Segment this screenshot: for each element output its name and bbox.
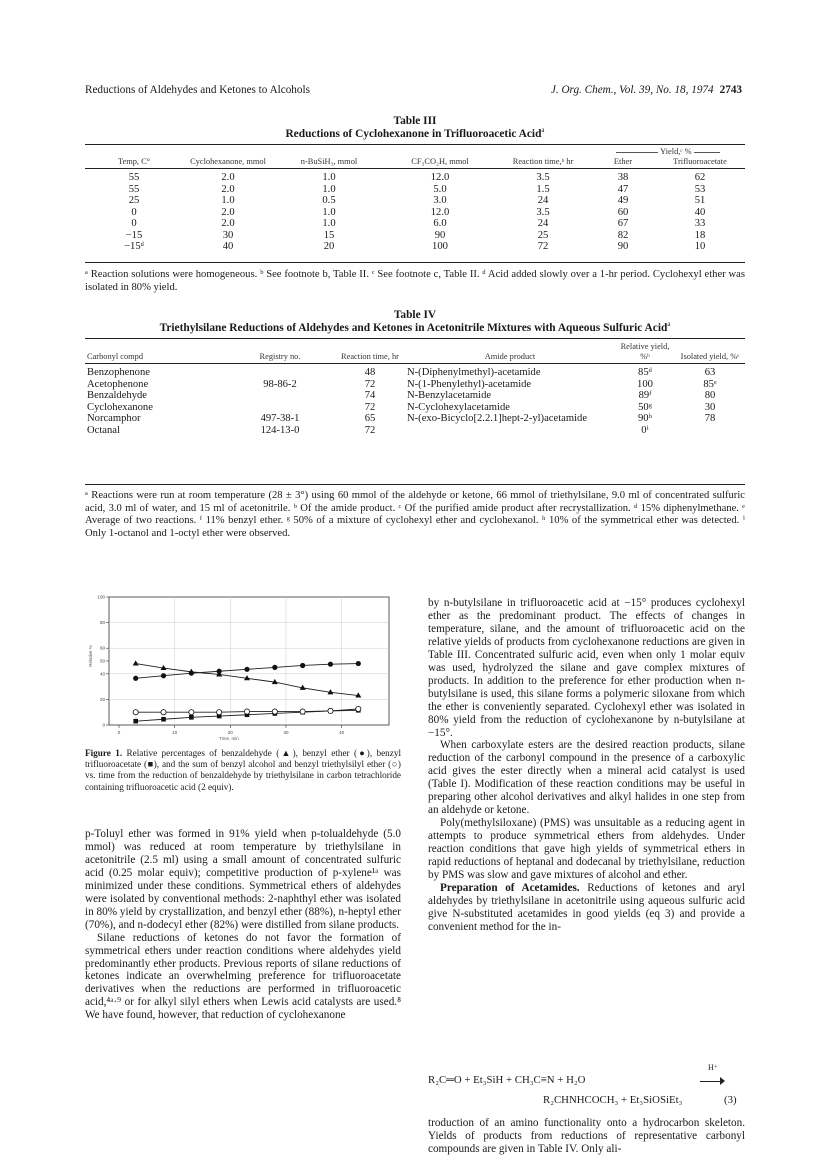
x-tick-label: 40 bbox=[339, 730, 345, 735]
data-point-open-circle bbox=[328, 708, 333, 713]
equation-3-catalyst: H⁺ bbox=[708, 1063, 718, 1072]
table3-header-yield-label: Yield,ᶜ % bbox=[660, 147, 692, 156]
table3-row bbox=[85, 241, 745, 253]
data-point-square bbox=[161, 717, 166, 722]
table3-cell: 82 bbox=[617, 229, 629, 241]
table4-cell-amide bbox=[405, 425, 615, 437]
table4-header-relative: Relative yield, %ᵇ bbox=[620, 342, 670, 361]
table3-cell: 90 bbox=[434, 229, 446, 241]
table3-cell: 20 bbox=[323, 241, 335, 252]
table3-cell: 53 bbox=[694, 183, 706, 195]
table3-cell: 49 bbox=[617, 195, 629, 206]
table4-cell-amide: N-Benzylacetamide bbox=[407, 390, 492, 401]
table3-cell: 15 bbox=[323, 229, 335, 241]
table4-cell-amide: N-(Diphenylmethyl)-acetamide bbox=[407, 367, 541, 378]
table3-top-rule bbox=[85, 144, 745, 145]
table3-cell: 25 bbox=[537, 229, 549, 241]
table3-cell: 62 bbox=[694, 172, 706, 183]
table4-cell-relative: 89ᶠ bbox=[638, 390, 652, 401]
table4-row bbox=[85, 413, 745, 425]
data-point-filled-circle bbox=[300, 663, 305, 668]
right-paragraph-3: Poly(methylsiloxane) (PMS) was unsuitable as a reducing agent in attempts to produce symmetrical ethers from aldehydes. Under reaction conditions that gave high yields of symmetrical ethers in rapid reductions of heptanal and dodecanal by triethylsilane, reduction by PMS was slow and gave mixtures of alcohol and ether. bbox=[428, 817, 745, 882]
table4-header-isolated: Isolated yield, %ᶜ bbox=[680, 351, 740, 361]
figure1-caption bbox=[85, 748, 401, 793]
right-paragraph-5: troduction of an amino functionality onto a hydrocarbon skeleton. Yields of products from reductions of representative carbonyl compounds are given in Table IV. Only ali- bbox=[428, 1117, 745, 1155]
table4-cell-time: 72 bbox=[364, 424, 376, 436]
data-point-square bbox=[189, 715, 194, 720]
table3-cell: 1.0 bbox=[322, 172, 336, 183]
table4-title: Triethylsilane Reductions of Aldehydes and Ketones in Acetonitrile Mixtures with Aqueous Sulfuric Acid bbox=[159, 322, 668, 334]
table3-cell: 0 bbox=[131, 218, 137, 229]
y-axis-label: Relative % bbox=[88, 645, 93, 667]
table4-body bbox=[85, 364, 745, 437]
table3-cell: 51 bbox=[694, 195, 706, 206]
table3-cell: 12.0 bbox=[430, 206, 450, 218]
table3-cell: 18 bbox=[694, 229, 706, 241]
y-tick-label: 100 bbox=[97, 594, 105, 600]
data-point-square bbox=[133, 719, 138, 724]
table4-label: Table IV bbox=[393, 309, 437, 321]
running-header-journal bbox=[551, 84, 742, 96]
table4-cell-isolated: 78 bbox=[704, 413, 716, 424]
equation-3-arrow-head bbox=[720, 1077, 725, 1085]
x-axis-label: Time, min bbox=[219, 736, 239, 741]
table4-row bbox=[85, 379, 745, 391]
data-point-filled-circle bbox=[189, 671, 194, 676]
table4-title-note: a bbox=[667, 320, 671, 329]
data-point-filled-circle bbox=[244, 667, 249, 672]
running-header-title: Reductions of Aldehydes and Ketones to Alcohols bbox=[85, 84, 310, 96]
right-column-continuation bbox=[428, 1117, 745, 1156]
table3-cell: 6.0 bbox=[433, 218, 447, 229]
data-point-filled-circle bbox=[217, 669, 222, 674]
table3-cell: 2.0 bbox=[221, 206, 235, 218]
table4-bottom-rule bbox=[85, 484, 745, 485]
table4-cell-amide: N-Cyclohexylacetamide bbox=[407, 401, 510, 413]
table3-cell: 24 bbox=[537, 195, 549, 206]
table3-header-busih3: n-BuSiH₃, mmol bbox=[300, 156, 358, 166]
table3-row bbox=[85, 230, 745, 242]
table4-cell-compd: Benzaldehyde bbox=[87, 390, 148, 401]
table4-cell-compd: Acetophenone bbox=[87, 378, 149, 390]
table4-header-row bbox=[85, 342, 745, 364]
table4-cell-time: 72 bbox=[364, 378, 376, 390]
table4-cell-isolated: 80 bbox=[704, 390, 716, 401]
table4-header-amide: Amide product bbox=[484, 351, 536, 361]
table3-cell: 1.0 bbox=[322, 206, 336, 218]
y-tick-label: 80 bbox=[99, 620, 105, 626]
table3-label: Table III bbox=[393, 115, 437, 127]
data-point-open-circle bbox=[133, 710, 138, 715]
table4-cell-compd: Norcamphor bbox=[87, 413, 141, 424]
table3-cell: 2.0 bbox=[221, 172, 235, 183]
plot-frame bbox=[109, 597, 389, 725]
table3-caption bbox=[85, 115, 745, 141]
table4-cell-relative: 85ᵈ bbox=[638, 367, 652, 378]
table3-cell: 2.0 bbox=[221, 218, 235, 229]
data-point-open-circle bbox=[161, 710, 166, 715]
table4-header-compd: Carbonyl compd bbox=[87, 351, 144, 361]
data-point-filled-circle bbox=[133, 676, 138, 681]
table3-header-yield bbox=[591, 147, 745, 157]
table3-cell: 3.5 bbox=[536, 206, 550, 218]
table3-cell: 100 bbox=[432, 241, 448, 252]
x-tick-label: 30 bbox=[283, 730, 289, 735]
table3-row bbox=[85, 218, 745, 230]
data-point-triangle bbox=[133, 660, 139, 665]
table3-cell: 38 bbox=[617, 172, 629, 183]
right-paragraph-2: When carboxylate esters are the desired reaction products, silane reduction of the carbonyl compound in the presence of a carboxylic acid gives the ester directly when a mineral acid catalyst is used (Table I). Modification of these reaction conditions may be useful in preparing other alcohol derivatives and alkyl halides in one step from an aldehyde or ketone. bbox=[428, 739, 745, 817]
y-tick-label: 50 bbox=[99, 658, 105, 664]
table3-cell: 24 bbox=[537, 218, 549, 229]
table3-cell: 47 bbox=[617, 183, 629, 195]
table4-header-registry: Registry no. bbox=[259, 351, 301, 361]
table3-cell: 0 bbox=[131, 206, 137, 218]
table3-row bbox=[85, 184, 745, 196]
table3-header-row-1 bbox=[85, 147, 745, 157]
table4-cell-isolated bbox=[675, 425, 745, 437]
table3-body bbox=[85, 169, 745, 253]
table4-cell-registry: 124-13-0 bbox=[260, 424, 300, 436]
data-point-open-circle bbox=[217, 710, 222, 715]
table3-cell: 25 bbox=[128, 195, 140, 206]
table4-cell-isolated: 85ᵉ bbox=[703, 378, 717, 390]
table4-cell-registry: 98-86-2 bbox=[263, 378, 297, 390]
table3-cell: 40 bbox=[222, 241, 234, 252]
journal-citation: J. Org. Chem., Vol. 39, No. 18, 1974 bbox=[550, 84, 714, 96]
table3-header-cf3co2h: CF₃CO₂H, mmol bbox=[411, 156, 469, 166]
equation-3-products: R₂CHNHCOCH₃ + Et₃SiOSiEt₃ bbox=[543, 1094, 683, 1106]
table3-cell: 55 bbox=[128, 183, 140, 195]
right-paragraph-4-text: Reductions of ketones and aryl aldehydes by triethylsilane in acetonitrile using aqueous sulfuric acid give N-substituted acetamides in good yields (eq 3) and provide a convenient method for the in- bbox=[428, 881, 745, 933]
data-point-filled-circle bbox=[356, 661, 361, 666]
table3 bbox=[85, 147, 745, 253]
table4-cell-registry bbox=[225, 402, 335, 414]
table3-cell: 33 bbox=[694, 218, 706, 229]
table3-cell: 1.0 bbox=[221, 195, 235, 206]
figure1-caption-text: Relative percentages of benzaldehyde (▲), benzyl ether (●), benzyl trifluoroacetate (■), and the sum of benzyl alcohol and benzyl triethylsilyl ether (○) vs. time from the reduction of benzaldehyde by triethylsilane in carbon tetrachloride containing trifluoroacetic acid (2 equiv). bbox=[85, 748, 402, 792]
table4-cell-isolated: 63 bbox=[704, 367, 716, 378]
page-number: 2743 bbox=[719, 84, 742, 96]
table3-row bbox=[85, 172, 745, 184]
table3-cell: 10 bbox=[694, 241, 706, 252]
table3-header-ether: Ether bbox=[613, 156, 633, 166]
x-tick-label: 20 bbox=[227, 730, 233, 735]
table4-footnote: ᵃ Reactions were run at room temperature (28 ± 3°) using 60 mmol of the aldehyde or ketone, 66 mmol of triethylsilane, 9.0 ml of concentrated sulfuric acid, 3.0 ml of water, and 15 ml of acetonitrile. ᵇ Of the amide product. ᶜ Of the purified amide product after recrystallization. ᵈ 15% diphenylmethane. ᵉ Average of two reactions. ᶠ 11% benzyl ether. ᵍ 50% of a mixture of cyclohexyl ether and cyclohexanol. ʰ 10% of the symmetrical ether was detected. ⁱ Only 1-octanol and 1-octyl ether were observed. bbox=[85, 490, 745, 539]
table3-header-temp: Temp, C° bbox=[117, 156, 151, 166]
table4-cell-relative: 50ᵍ bbox=[638, 401, 652, 413]
table3-cell: 40 bbox=[694, 206, 706, 218]
table3-title-note: a bbox=[541, 126, 545, 135]
table3-row bbox=[85, 207, 745, 219]
table4-cell-registry: 497-38-1 bbox=[260, 413, 300, 424]
data-point-open-circle bbox=[189, 710, 194, 715]
table3-bottom-rule bbox=[85, 262, 745, 263]
table4-cell-registry bbox=[225, 390, 335, 402]
y-tick-label: 20 bbox=[99, 696, 105, 702]
table3-cell: 2.0 bbox=[221, 183, 235, 195]
table4-caption bbox=[85, 309, 745, 335]
table3-row bbox=[85, 195, 745, 207]
data-point-filled-circle bbox=[161, 673, 166, 678]
table4-cell-relative: 90ʰ bbox=[638, 413, 652, 424]
table3-header-reaction-time: Reaction time,ᵇ hr bbox=[512, 156, 574, 166]
data-point-open-circle bbox=[244, 709, 249, 714]
table4-top-rule bbox=[85, 338, 745, 339]
table4-cell-compd: Octanal bbox=[87, 424, 120, 436]
x-tick-label: 0 bbox=[117, 730, 121, 735]
right-paragraph-1: by n-butylsilane in trifluoroacetic acid at −15° produces cyclohexyl ether as the predominant product. The effects of changes in temperature, silane, and the amount of trifluoroacetic acid on the relative yields of products from cyclohexanone reductions are given in Table III. Concentrated sulfuric acid, even when only 1 molar equiv was used, hydrolyzed the silane and gave complex mixtures of products. In addition to the preference for ether production when n-butylsilane is used, this silane forms a polymeric siloxane from which the ether is conveniently separated. Cyclohexyl ether was isolated in 80% yield from the reduction of cyclohexanone by n-butylsilane at −15°. bbox=[428, 597, 745, 739]
table3-cell: −15 bbox=[125, 229, 143, 241]
equation-3-number: (3) bbox=[724, 1094, 737, 1106]
data-point-filled-circle bbox=[272, 665, 277, 670]
table4-cell-compd: Cyclohexanone bbox=[87, 401, 153, 413]
section-heading-acetamides: Preparation of Acetamides. bbox=[440, 881, 580, 894]
y-tick-label: 0 bbox=[102, 722, 105, 728]
table4-row bbox=[85, 402, 745, 414]
table4-cell-time: 65 bbox=[364, 413, 376, 424]
table3-cell: −15ᵈ bbox=[124, 241, 144, 252]
table3-cell: 60 bbox=[617, 206, 629, 218]
table4-row bbox=[85, 367, 745, 379]
table4-cell-time: 74 bbox=[364, 390, 376, 401]
figure1-caption-label: Figure 1. bbox=[85, 748, 123, 758]
table3-cell: 3.5 bbox=[536, 172, 550, 183]
table4-cell-time: 72 bbox=[364, 401, 376, 413]
table3-header-trifluoroacetate: Trifluoroacetate bbox=[673, 156, 727, 166]
y-tick-label: 60 bbox=[99, 645, 105, 651]
table3-cell: 5.0 bbox=[433, 183, 447, 195]
left-column bbox=[85, 828, 401, 1022]
table3-cell: 30 bbox=[222, 229, 234, 241]
table4-cell-isolated: 30 bbox=[704, 401, 716, 413]
table3-cell: 12.0 bbox=[430, 172, 450, 183]
table3-title: Reductions of Cyclohexanone in Trifluoroacetic Acid bbox=[285, 128, 542, 140]
table3-cell: 1.0 bbox=[322, 183, 336, 195]
data-point-open-circle bbox=[272, 709, 277, 714]
table3-cell: 67 bbox=[617, 218, 629, 229]
table4-cell-amide: N-(1-Phenylethyl)-acetamide bbox=[407, 378, 532, 390]
left-paragraph-1: p-Toluyl ether was formed in 91% yield when p-tolualdehyde (5.0 mmol) was reduced at room temperature by triethylsilane in acetonitrile (2.5 ml) using a small amount of concentrated sulfuric acid (0.25 molar equiv); competitive production of p-xylene¹ᵃ was minimized under these conditions. Symmetrical ethers of aldehydes were isolated by conventional methods: 2-naphthyl ether was isolated in 80% yield by crystallization, and benzyl ether (88%), n-heptyl ether (70%), and n-dodecyl ether (82%) were distilled from silane products. bbox=[85, 828, 401, 931]
data-point-open-circle bbox=[356, 706, 361, 711]
table3-cell: 1.5 bbox=[536, 183, 550, 195]
figure1-chart bbox=[85, 592, 401, 742]
table3-cell: 72 bbox=[537, 241, 549, 252]
table4-row bbox=[85, 425, 745, 437]
table3-cell: 1.0 bbox=[322, 218, 336, 229]
right-paragraph-4 bbox=[428, 882, 745, 934]
data-point-open-circle bbox=[300, 709, 305, 714]
table4-cell-registry bbox=[225, 367, 335, 379]
table4 bbox=[85, 342, 745, 436]
right-column bbox=[428, 597, 745, 934]
table3-cell: 0.5 bbox=[322, 195, 336, 206]
equation-3-reactants: R₂C═O + Et₃SiH + CH₃C≡N + H₂O bbox=[428, 1074, 586, 1086]
table3-footnote: ᵃ Reaction solutions were homogeneous. ᵇ See footnote b, Table II. ᶜ See footnote c, Table II. ᵈ Acid added slowly over a 1-hr period. Cyclohexyl ether was isolated in 80% yield. bbox=[85, 269, 745, 293]
table4-cell-relative: 100 bbox=[637, 378, 653, 390]
table4-header-time: Reaction time, hr bbox=[341, 351, 399, 361]
data-point-filled-circle bbox=[328, 662, 333, 667]
table3-title-line bbox=[85, 128, 745, 141]
x-tick-label: 10 bbox=[172, 730, 178, 735]
table3-header-cyclohexanone: Cyclohexanone, mmol bbox=[190, 156, 266, 166]
table3-cell: 55 bbox=[128, 172, 140, 183]
table4-title-line bbox=[85, 322, 745, 335]
left-paragraph-2: Silane reductions of ketones do not favor the formation of symmetrical ethers under reaction conditions where aldehydes yield predominantly ether products. Previous reports of silane reductions of ketones indicate an overwhelming preference for trifluoroacetate derivatives when the reductions are performed in trifluoroacetic acid,⁴ᵃ·⁹ or for alkyl silyl ethers when Lewis acid catalysts are used.⁸ We have found, however, that reduction of cyclohexanone bbox=[85, 931, 401, 1022]
y-tick-label: 40 bbox=[99, 671, 105, 677]
table3-cell: 90 bbox=[617, 241, 629, 252]
table4-cell-amide: N-(exo-Bicyclo[2.2.1]hept-2-yl)acetamide bbox=[407, 413, 588, 424]
table4-cell-time: 48 bbox=[364, 367, 376, 378]
table4-cell-compd: Benzophenone bbox=[87, 367, 150, 378]
table4-row bbox=[85, 390, 745, 402]
table3-cell: 3.0 bbox=[433, 195, 447, 206]
table4-cell-relative: 0ⁱ bbox=[641, 424, 649, 436]
